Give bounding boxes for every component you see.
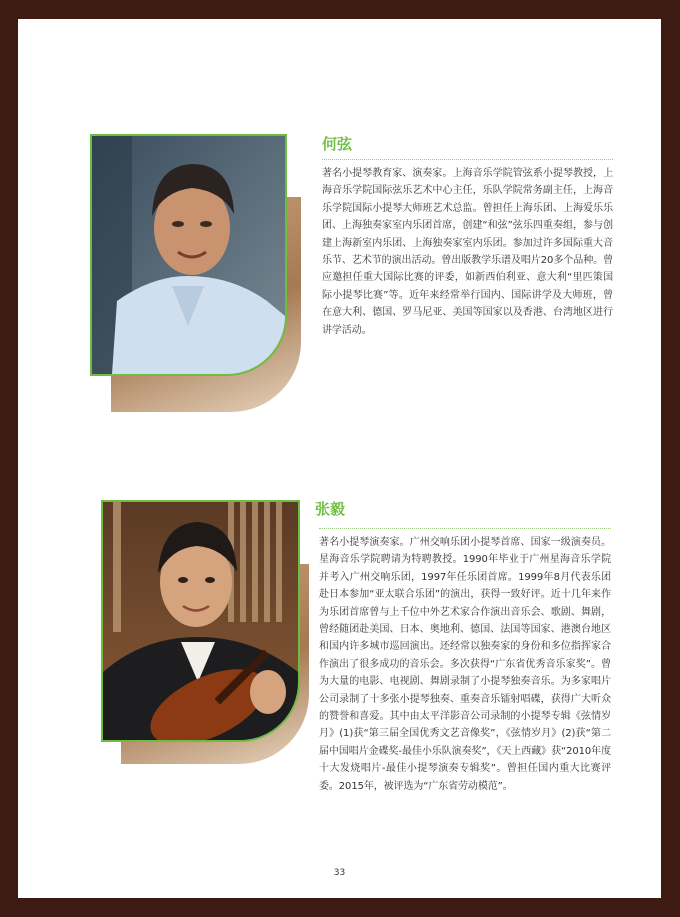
portrait-photo-icon — [101, 500, 300, 742]
page-number: 33 — [333, 868, 346, 878]
person-bio: 著名小提琴演奏家。广州交响乐团小提琴首席、国家一级演奏员。星海音乐学院聘请为特聘教授。1990年毕业于广州星海音乐学院并考入广州交响乐团，1997年任乐团首席。1999年8月代表乐团赴日本参加“亚太联合乐团”的演出，获得一致好评。近十几年来作为乐团首席曾与上千位中外艺术家合作演出音乐会、歌剧、舞剧，曾经随团赴美国、日本、奥地利、德国、法国等国家、港澳台地区和国内许多城市巡回演出。还经常以独奏家的身份和多位指挥家合作演出了很多成功的音乐会。多次获得“广东省优秀音乐家奖”。曾为大量的电影、电视剧、舞剧录制了小提琴独奏音乐。为多家唱片公司录制了十多张小提琴独奏、重奏音乐镭射唱碟，获得广大听众的赞誉和喜爱。其中由太平洋影音公司录制的小提琴专辑《弦情岁月》(1)获“第三届全国优秀文艺音像奖”，《弦情岁月》(2)获“第二届中国唱片金碟奖-最佳小乐队演奏奖”，《天上西藏》获“2010年度十大发烧唱片-最佳小提琴演奏专辑奖”。曾担任国内重大比赛评委。2015年，被评选为“广东省劳动模范”。 — [319, 537, 611, 792]
person-bio: 著名小提琴教育家、演奏家。上海音乐学院管弦系小提琴教授，上海音乐学院国际弦乐艺术中心主任，乐队学院常务副主任，上海音乐学院国际小提琴大师班艺术总监。曾担任上海乐团、上海爱乐乐团、上海独奏家室内乐团首席，创建“和弦”弦乐四重奏组，参与创建上海新室内乐团、上海独奏家室内乐团。参加过许多国际重大音乐节、艺术节的演出活动。曾出版教学乐谱及唱片20多个品种。曾应邀担任重大国际比赛的评委，如新西伯利亚、意大利“里匹策国际小提琴比赛”等。近年来经常举行国内、国际讲学及大师班，曾在意大利、德国、罗马尼亚、美国等国家以及香港、台湾地区进行讲学活动。 — [322, 168, 613, 336]
name-divider — [322, 159, 613, 160]
portrait-photo-icon — [90, 134, 287, 376]
page — [18, 19, 661, 898]
name-divider — [319, 528, 611, 529]
person-name: 何弦 — [322, 135, 353, 153]
person-name: 张毅 — [315, 500, 346, 518]
